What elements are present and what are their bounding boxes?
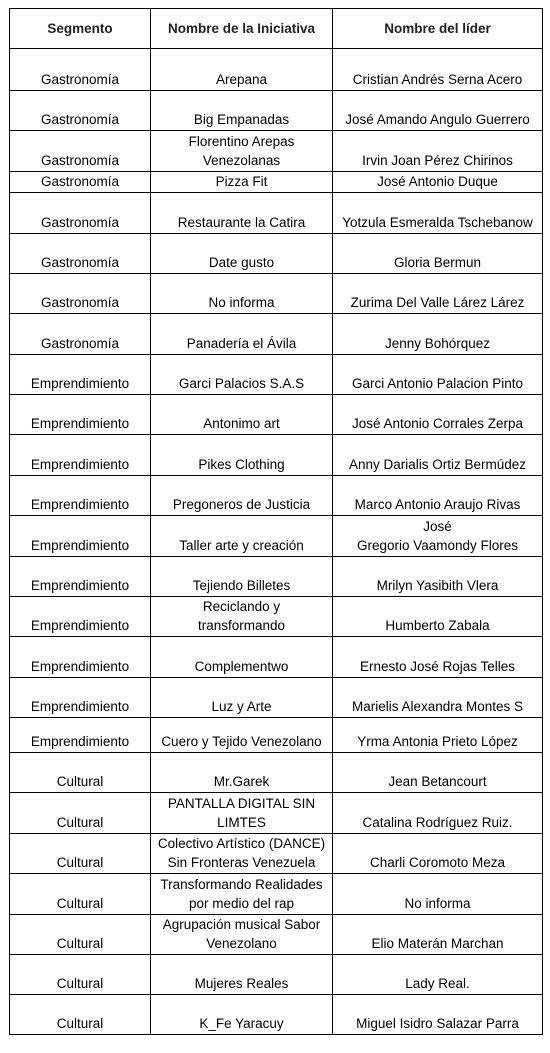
cell-iniciativa-line: Cuero y Tejido Venezolano: [161, 734, 322, 749]
cell-lider: [333, 193, 543, 234]
cell-lider: [333, 172, 543, 193]
cell-iniciativa-line: por medio del rap: [188, 896, 295, 911]
cell-segmento: Emprendimiento: [10, 637, 151, 678]
cell-iniciativa-line: Tejiendo Billetes: [192, 578, 291, 593]
cell-iniciativa-line: Taller arte y creación: [179, 538, 304, 553]
cell-iniciativa-line: Panadería el Ávila: [186, 336, 297, 351]
cell-lider: [333, 995, 543, 1035]
cell-lider-line: Garci Antonio Palacion Pinto: [351, 376, 524, 391]
table-row: [10, 131, 543, 172]
cell-lider: [333, 557, 543, 597]
table-row: [10, 753, 543, 793]
cell-iniciativa-line: PANTALLA DIGITAL SIN: [167, 796, 316, 811]
cell-iniciativa: [151, 395, 333, 435]
cell-lider: [333, 955, 543, 995]
cell-segmento: Gastronomía: [10, 91, 151, 131]
cell-iniciativa-line: Reciclando y: [202, 599, 281, 614]
table-row: [10, 955, 543, 995]
cell-lider: [333, 678, 543, 718]
cell-segmento: Gastronomía: [10, 193, 151, 234]
cell-iniciativa: [151, 355, 333, 395]
cell-lider-line: Marco Antonio Araujo Rivas: [354, 497, 521, 512]
cell-iniciativa-line: Pregoneros de Justicia: [172, 497, 311, 512]
cell-lider: [333, 435, 543, 476]
cell-iniciativa-line: Antonimo art: [203, 416, 280, 431]
cell-lider: [333, 49, 543, 91]
cell-iniciativa-line: LIMTES: [217, 815, 266, 830]
cell-iniciativa-line: Arepana: [215, 72, 268, 87]
cell-iniciativa: [151, 557, 333, 597]
cell-lider: [333, 476, 543, 516]
table-row: [10, 557, 543, 597]
cell-iniciativa: [151, 718, 333, 753]
cell-iniciativa-line: Agrupación musical Sabor: [162, 917, 321, 932]
cell-iniciativa: [151, 49, 333, 91]
cell-lider-line: Anny Darialis Ortiz Bermúdez: [348, 457, 527, 472]
initiatives-table: [9, 8, 543, 1035]
table-row: [10, 915, 543, 955]
cell-iniciativa: [151, 516, 333, 557]
table-row: [10, 874, 543, 915]
cell-lider-line: Irvin Joan Pérez Chirinos: [362, 153, 513, 168]
cell-iniciativa: [151, 234, 333, 274]
cell-lider: [333, 834, 543, 874]
cell-iniciativa: [151, 678, 333, 718]
table-row: [10, 597, 543, 637]
table-header: [10, 9, 543, 49]
cell-iniciativa: [151, 274, 333, 314]
cell-lider: [333, 516, 543, 557]
table-row: [10, 274, 543, 314]
cell-segmento: Gastronomía: [10, 314, 151, 355]
cell-lider: [333, 131, 543, 172]
cell-lider: [333, 395, 543, 435]
table-row: [10, 314, 543, 355]
cell-iniciativa: [151, 314, 333, 355]
cell-iniciativa: [151, 597, 333, 637]
cell-lider: [333, 355, 543, 395]
table-row: [10, 49, 543, 91]
cell-lider-line: Ernesto José Rojas Telles: [359, 659, 516, 674]
cell-iniciativa: [151, 193, 333, 234]
header-row: [10, 9, 543, 49]
table-row: [10, 834, 543, 874]
cell-iniciativa-line: Mujeres Reales: [194, 976, 289, 991]
table-row: [10, 995, 543, 1035]
cell-iniciativa-line: Garci Palacios S.A.S: [178, 376, 305, 391]
cell-iniciativa: [151, 435, 333, 476]
cell-segmento: Emprendimiento: [10, 597, 151, 637]
cell-lider-line: Gregorio Vaamondy Flores: [356, 538, 519, 553]
cell-iniciativa-line: K_Fe Yaracuy: [199, 1016, 284, 1031]
cell-lider-line: José Antonio Duque: [377, 174, 498, 189]
cell-lider-line: Jean Betancourt: [388, 774, 487, 789]
cell-iniciativa-line: Transformando Realidades: [160, 877, 323, 892]
cell-lider-line: Lady Real.: [405, 976, 470, 991]
cell-lider: [333, 793, 543, 834]
cell-iniciativa: [151, 753, 333, 793]
cell-lider: [333, 91, 543, 131]
cell-iniciativa-line: Venezolano: [206, 936, 277, 951]
cell-lider-line: Elio Materán Marchan: [371, 936, 504, 951]
cell-iniciativa-line: Pizza Fit: [215, 174, 268, 189]
cell-lider-line: Cristian Andrés Serna Acero: [352, 72, 523, 87]
cell-iniciativa-line: Sin Fronteras Venezuela: [167, 855, 316, 870]
cell-iniciativa: [151, 793, 333, 834]
cell-lider-line: Humberto Zabala: [385, 618, 490, 633]
cell-lider-line: Marielis Alexandra Montes S: [351, 699, 524, 714]
cell-segmento: Gastronomía: [10, 234, 151, 274]
cell-lider: [333, 314, 543, 355]
cell-lider: [333, 874, 543, 915]
cell-iniciativa: [151, 172, 333, 193]
cell-lider-line: Gloria Bermun: [393, 255, 482, 270]
cell-segmento: Emprendimiento: [10, 678, 151, 718]
table-row: [10, 718, 543, 753]
cell-segmento: Cultural: [10, 915, 151, 955]
cell-lider-line: Catalina Rodríguez Ruiz.: [362, 815, 513, 830]
cell-segmento: Cultural: [10, 955, 151, 995]
cell-segmento: Emprendimiento: [10, 395, 151, 435]
cell-lider: [333, 915, 543, 955]
cell-iniciativa: [151, 131, 333, 172]
table-row: [10, 395, 543, 435]
table-row: [10, 637, 543, 678]
cell-lider-line: Yotzula Esmeralda Tschebanow: [342, 215, 533, 230]
cell-iniciativa-line: Colectivo Artístico (DANCE): [157, 836, 326, 851]
table-body: [10, 49, 543, 1035]
cell-iniciativa: [151, 955, 333, 995]
cell-segmento: Cultural: [10, 793, 151, 834]
cell-segmento: Gastronomía: [10, 131, 151, 172]
cell-iniciativa-line: Date gusto: [208, 255, 275, 270]
cell-lider-line: José Antonio Corrales Zerpa: [351, 416, 524, 431]
cell-segmento: Emprendimiento: [10, 557, 151, 597]
cell-lider-line: Yrma Antonia Prieto López: [357, 734, 518, 749]
cell-lider: [333, 274, 543, 314]
cell-segmento: Emprendimiento: [10, 435, 151, 476]
header-segmento: Segmento: [10, 9, 151, 49]
cell-iniciativa: [151, 476, 333, 516]
cell-segmento: Emprendimiento: [10, 476, 151, 516]
header-lider: Nombre del líder: [333, 9, 543, 49]
table-row: [10, 91, 543, 131]
cell-lider: [333, 637, 543, 678]
cell-iniciativa-line: Restaurante la Catira: [177, 215, 306, 230]
cell-lider-line: No informa: [404, 896, 471, 911]
header-iniciativa: Nombre de la Iniciativa: [151, 9, 333, 49]
cell-segmento: Gastronomía: [10, 172, 151, 193]
cell-lider: [333, 718, 543, 753]
cell-segmento: Emprendimiento: [10, 516, 151, 557]
cell-iniciativa-line: Pikes Clothing: [198, 457, 285, 472]
cell-segmento: Cultural: [10, 995, 151, 1035]
cell-lider-line: José: [423, 519, 452, 534]
cell-iniciativa: [151, 995, 333, 1035]
cell-iniciativa: [151, 874, 333, 915]
cell-lider-line: Miguel Isidro Salazar Parra: [356, 1016, 519, 1031]
cell-lider: [333, 753, 543, 793]
table-row: [10, 476, 543, 516]
table-row: [10, 234, 543, 274]
cell-iniciativa-line: Florentino Arepas: [188, 134, 295, 149]
cell-iniciativa-line: Venezolanas: [202, 153, 281, 168]
cell-lider-line: Jenny Bohórquez: [384, 336, 491, 351]
cell-lider-line: Charli Coromoto Meza: [369, 855, 506, 870]
cell-segmento: Cultural: [10, 834, 151, 874]
table-row: [10, 793, 543, 834]
table-row: [10, 355, 543, 395]
cell-lider-line: Mrilyn Yasibith Vlera: [376, 578, 499, 593]
cell-iniciativa-line: No informa: [208, 295, 275, 310]
cell-segmento: Gastronomía: [10, 49, 151, 91]
cell-lider: [333, 234, 543, 274]
cell-iniciativa: [151, 834, 333, 874]
cell-iniciativa: [151, 915, 333, 955]
cell-segmento: Emprendimiento: [10, 355, 151, 395]
cell-segmento: Emprendimiento: [10, 718, 151, 753]
table-row: [10, 678, 543, 718]
cell-iniciativa: [151, 91, 333, 131]
cell-iniciativa: [151, 637, 333, 678]
table-row: [10, 193, 543, 234]
cell-segmento: Cultural: [10, 874, 151, 915]
cell-iniciativa-line: Luz y Arte: [211, 699, 272, 714]
cell-iniciativa-line: Mr.Garek: [213, 774, 270, 789]
cell-lider-line: Zurima Del Valle Lárez Lárez: [350, 295, 525, 310]
cell-segmento: Cultural: [10, 753, 151, 793]
cell-iniciativa-line: transformando: [197, 618, 286, 633]
cell-lider: [333, 597, 543, 637]
cell-iniciativa-line: Big Empanadas: [193, 112, 290, 127]
cell-lider-line: José Amando Angulo Guerrero: [345, 112, 530, 127]
cell-iniciativa-line: Complementwo: [194, 659, 289, 674]
cell-segmento: Gastronomía: [10, 274, 151, 314]
table-row: [10, 172, 543, 193]
table-row: [10, 435, 543, 476]
table-row: [10, 516, 543, 557]
